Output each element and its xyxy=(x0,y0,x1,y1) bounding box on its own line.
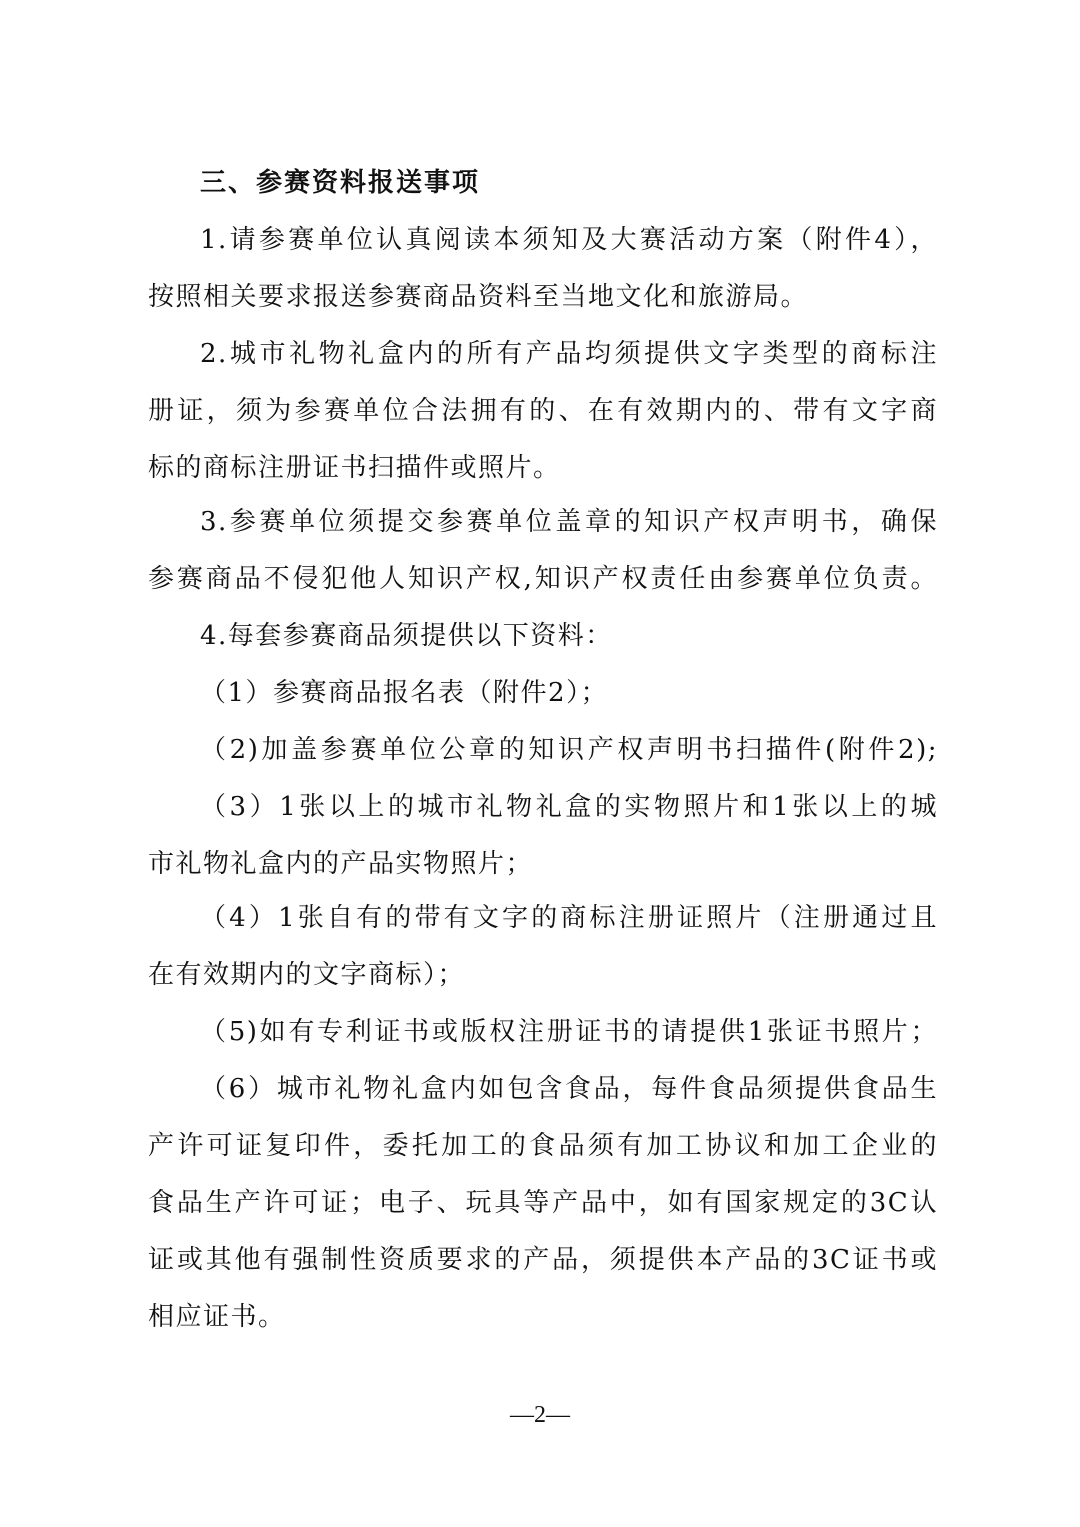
item-3-line-1: （3）1张以上的城市礼物礼盒的实物照片和1张以上的城 xyxy=(200,792,938,822)
paragraph-3-line-2: 参赛商品不侵犯他人知识产权,知识产权责任由参赛单位负责。 xyxy=(148,564,938,594)
item-4-line-2: 在有效期内的文字商标）； xyxy=(148,960,466,990)
paragraph-2-line-2: 册证，须为参赛单位合法拥有的、在有效期内的、带有文字商 xyxy=(148,396,938,426)
paragraph-2-line-1: 2.城市礼物礼盒内的所有产品均须提供文字类型的商标注 xyxy=(200,339,938,369)
item-3-line-2: 市礼物礼盒内的产品实物照片； xyxy=(148,849,534,879)
item-6-line-1: （6）城市礼物礼盒内如包含食品，每件食品须提供食品生 xyxy=(200,1074,938,1104)
item-1-line-1: （1）参赛商品报名表（附件2）； xyxy=(200,678,609,708)
item-6-line-3: 食品生产许可证；电子、玩具等产品中，如有国家规定的3C认 xyxy=(148,1188,938,1218)
section-heading: 三、参赛资料报送事项 xyxy=(200,168,481,198)
item-6-line-2: 产许可证复印件，委托加工的食品须有加工协议和加工企业的 xyxy=(148,1131,938,1161)
paragraph-1-line-1: 1.请参赛单位认真阅读本须知及大赛活动方案（附件4）， xyxy=(200,225,938,255)
paragraph-2-line-3: 标的商标注册证书扫描件或照片。 xyxy=(148,453,561,483)
item-6-line-4: 证或其他有强制性资质要求的产品，须提供本产品的3C证书或 xyxy=(148,1245,938,1275)
item-6-line-5: 相应证书。 xyxy=(148,1302,286,1332)
paragraph-3-line-1: 3.参赛单位须提交参赛单位盖章的知识产权声明书，确保 xyxy=(200,507,938,537)
item-5-line-1: （5)如有专利证书或版权注册证书的请提供1张证书照片； xyxy=(200,1017,938,1047)
paragraph-4-line-1: 4.每套参赛商品须提供以下资料： xyxy=(200,621,613,651)
paragraph-1-line-2: 按照相关要求报送参赛商品资料至当地文化和旅游局。 xyxy=(148,282,809,312)
page-number: —2— xyxy=(510,1402,570,1428)
item-4-line-1: （4）1张自有的带有文字的商标注册证照片（注册通过且 xyxy=(200,903,938,933)
item-2-line-1: （2)加盖参赛单位公章的知识产权声明书扫描件(附件2); xyxy=(200,735,938,765)
